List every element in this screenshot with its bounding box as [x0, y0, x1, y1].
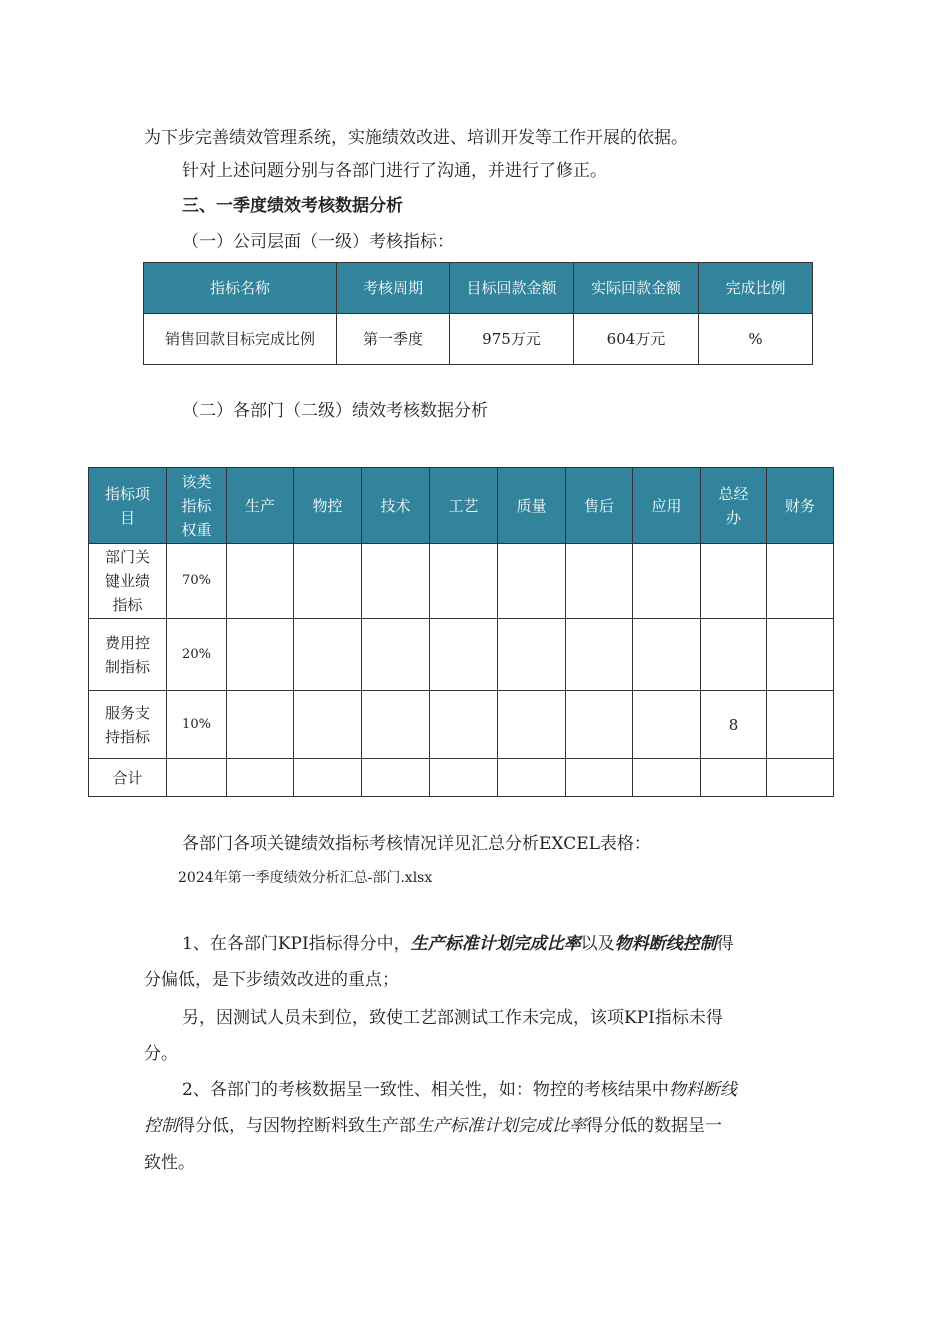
- point-1-text: 以及: [580, 934, 615, 954]
- point-2-line-2: [144, 1114, 722, 1138]
- point-1-text: 1、在各部门KPI指标得分中，: [182, 934, 411, 954]
- table-cell: [767, 691, 834, 759]
- table-row: [89, 619, 834, 691]
- row-label: 部门关键业绩指标: [89, 544, 167, 619]
- table-cell: [362, 544, 430, 619]
- table-header-row: [144, 263, 813, 314]
- emphasis-control: 控制: [144, 1116, 178, 1136]
- table-cell: [498, 619, 566, 691]
- table-cell: [498, 691, 566, 759]
- table-cell: [430, 544, 498, 619]
- header-cell: 工艺: [430, 468, 498, 544]
- table-cell: [227, 691, 294, 759]
- table-cell: [362, 619, 430, 691]
- weight-cell: 10%: [167, 691, 227, 759]
- table-cell: [294, 619, 362, 691]
- table-cell: 975万元: [450, 314, 574, 365]
- header-cell: 目标回款金额: [450, 263, 574, 314]
- weight-cell: 70%: [167, 544, 227, 619]
- header-cell: 指标名称: [144, 263, 337, 314]
- emphasis-production-plan-2: 生产标准计划完成比率: [416, 1116, 586, 1136]
- table-cell: [294, 544, 362, 619]
- table-cell: [767, 619, 834, 691]
- header-cell: 考核周期: [337, 263, 450, 314]
- table-cell: [430, 619, 498, 691]
- header-cell: 应用: [633, 468, 701, 544]
- paragraph-1: 为下步完善绩效管理系统，实施绩效改进、培训开发等工作开展的依据。: [144, 128, 688, 148]
- table-cell: [701, 619, 767, 691]
- weight-cell: 20%: [167, 619, 227, 691]
- header-cell: 实际回款金额: [574, 263, 699, 314]
- department-kpi-table: [88, 467, 834, 797]
- subheading-company: （一）公司层面（一级）考核指标：: [182, 232, 454, 252]
- emphasis-production-plan: 生产标准计划完成比率: [410, 934, 581, 954]
- table-cell: [566, 759, 633, 797]
- table-cell: [227, 619, 294, 691]
- row-label: 费用控制指标: [89, 619, 167, 691]
- header-cell: 物控: [294, 468, 362, 544]
- header-cell: 完成比例: [699, 263, 813, 314]
- table-cell: [633, 691, 701, 759]
- table-cell: [701, 544, 767, 619]
- section-heading: 三、一季度绩效考核数据分析: [182, 196, 403, 216]
- table-cell: [294, 691, 362, 759]
- table-cell: [227, 759, 294, 797]
- table-cell: [767, 759, 834, 797]
- table-cell: [633, 619, 701, 691]
- point-1-line-1: [182, 932, 734, 956]
- point-2-text: 2、各部门的考核数据呈一致性、相关性，如：物控的考核结果中: [182, 1080, 669, 1100]
- row-label: 合计: [89, 759, 167, 797]
- emphasis-material-control: 物料断线控制: [614, 934, 717, 954]
- table-row: [89, 691, 834, 759]
- table-cell: [498, 759, 566, 797]
- table-cell: [362, 691, 430, 759]
- emphasis-material-break: 物料断线: [668, 1080, 737, 1100]
- point-1-text: 得: [716, 934, 734, 954]
- point-1-line-2: 分偏低，是下步绩效改进的重点；: [144, 970, 399, 990]
- table-header-row: [89, 468, 834, 544]
- table-cell: 604万元: [574, 314, 699, 365]
- table-cell: 第一季度: [337, 314, 450, 365]
- header-cell: 指标项目: [89, 468, 167, 544]
- header-cell: 技术: [362, 468, 430, 544]
- point-2-line-1: [182, 1078, 737, 1102]
- table-cell: %: [699, 314, 813, 365]
- point-1b-line-1: 另，因测试人员未到位，致使工艺部测试工作未完成，该项KPI指标未得: [182, 1008, 723, 1028]
- excel-reference-text: 各部门各项关键绩效指标考核情况详见汇总分析EXCEL表格：: [182, 834, 651, 854]
- point-2-line-3: 致性。: [144, 1153, 195, 1173]
- table-cell: [566, 619, 633, 691]
- company-kpi-table: [143, 262, 813, 365]
- table-cell: 8: [701, 691, 767, 759]
- table-cell: [767, 544, 834, 619]
- weight-cell: [167, 759, 227, 797]
- table-cell: 销售回款目标完成比例: [144, 314, 337, 365]
- point-1b-line-2: 分。: [144, 1044, 178, 1064]
- header-cell: 售后: [566, 468, 633, 544]
- table-cell: [430, 691, 498, 759]
- subheading-departments: （二）各部门（二级）绩效考核数据分析: [182, 401, 488, 421]
- table-cell: [701, 759, 767, 797]
- header-cell: 总经办: [701, 468, 767, 544]
- point-2-text: 得分低，与因物控断料致生产部: [178, 1116, 416, 1136]
- table-cell: [633, 759, 701, 797]
- header-cell: 财务: [767, 468, 834, 544]
- table-cell: [227, 544, 294, 619]
- table-row: [89, 544, 834, 619]
- header-cell: 该类指标权重: [167, 468, 227, 544]
- header-cell: 质量: [498, 468, 566, 544]
- row-label: 服务支持指标: [89, 691, 167, 759]
- table-cell: [633, 544, 701, 619]
- table-row: [89, 759, 834, 797]
- paragraph-2: 针对上述问题分别与各部门进行了沟通，并进行了修正。: [182, 161, 607, 181]
- table-cell: [362, 759, 430, 797]
- excel-file-link[interactable]: 2024年第一季度绩效分析汇总-部门.xlsx: [178, 870, 433, 886]
- table-cell: [566, 544, 633, 619]
- table-cell: [498, 544, 566, 619]
- header-cell: 生产: [227, 468, 294, 544]
- table-cell: [566, 691, 633, 759]
- point-2-text: 得分低的数据呈一: [586, 1116, 722, 1136]
- table-cell: [430, 759, 498, 797]
- table-cell: [294, 759, 362, 797]
- table-row: [144, 314, 813, 365]
